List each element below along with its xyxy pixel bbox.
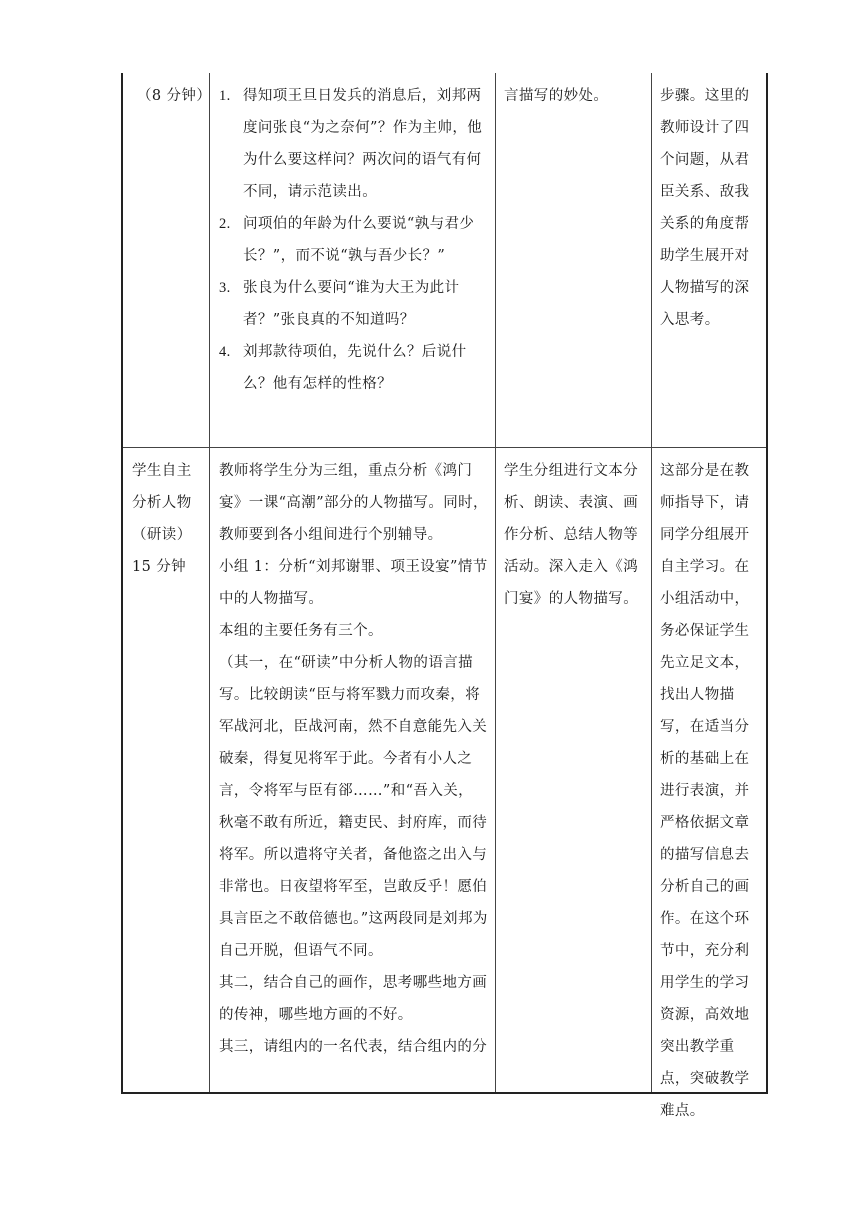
student-activity-cell: 学生分组进行文本分析、朗读、表演、画作分析、总结人物等活动。深入走入《鸿门宴》的人物描写。 <box>504 463 639 607</box>
design-intent-cell: 这部分是在教师指导下，请同学分组展开自主学习。在小组活动中，务必保证学生先立足文本，找出人物描写，在适当分析的基础上在进行表演，并严格依据文章的描写信息去分析自己的画作。在这个环节中，充分利用学生的学习资源，高效地突出教学重点，突破教学难点。 <box>660 463 750 1119</box>
question-text: 张良为什么要问“谁为大王为此计者？”张良真的不知道吗？ <box>243 280 460 328</box>
list-item <box>219 80 489 208</box>
list-number: 2. <box>219 216 231 232</box>
question-text: 得知项王旦日发兵的消息后，刘邦两度问张良“为之奈何”？作为主帅，他为什么要这样问？两次问的语气有何不同，请示范读出。 <box>243 88 483 200</box>
paragraph: 其二，结合自己的画作，思考哪些地方画的传神，哪些地方画的不好。 <box>219 975 488 1023</box>
question-list <box>219 80 489 400</box>
table-row <box>123 73 766 447</box>
list-number: 3. <box>219 280 231 296</box>
design-intent-cell: 步骤。这里的教师设计了四个问题，从君臣关系、敌我关系的角度帮助学生展开对人物描写的深入思考。 <box>660 88 750 328</box>
list-item <box>219 336 489 400</box>
list-number: 4. <box>219 344 231 360</box>
list-item <box>219 272 489 336</box>
paragraph: （其一，在“研读”中分析人物的语言描写。比较朗读“臣与将军戮力而攻秦，将军战河北，臣战河南，然不自意能先入关破秦，得复见将军于此。今者有小人之言，令将军与臣有郤……”和“吾入关， 秋毫不敢有所近，籍吏民、封府库，而待将军。所以遣将守关者，备他盗之出入与非常也。日夜望将军至，岂敢反乎！愿伯具言臣之不敢倍德也。”这两段同是刘邦为自己开脱，但语气不同。 <box>219 655 488 959</box>
list-number: 1. <box>219 88 231 104</box>
stage-cell: （8 分钟） <box>137 88 212 104</box>
paragraph: 本组的主要任务有三个。 <box>219 623 383 639</box>
teacher-activity-cell <box>210 448 495 1063</box>
lesson-plan-table <box>121 73 768 1119</box>
column-divider <box>495 73 496 447</box>
question-text: 问项伯的年龄为什么要说“孰与君少长？”，而不说“孰与吾少长？” <box>243 216 475 264</box>
student-activity-cell: 言描写的妙处。 <box>504 88 609 104</box>
stage-cell: 学生自主分析人物（研读）15 分钟 <box>132 463 192 575</box>
question-text: 刘邦款待项伯，先说什么？后说什么？他有怎样的性格？ <box>243 344 467 392</box>
teacher-activity-cell <box>210 73 495 400</box>
table-row <box>123 447 766 1119</box>
paragraph: 教师将学生分为三组，重点分析《鸿门宴》一课“高潮”部分的人物描写。同时，教师要到各小组间进行个别辅导。 <box>219 463 488 543</box>
paragraph: 其三，请组内的一名代表，结合组内的分 <box>219 1039 488 1055</box>
list-item <box>219 208 489 272</box>
paragraph: 小组 1：分析“刘邦谢罪、项王设宴”情节中的人物描写。 <box>219 559 488 607</box>
